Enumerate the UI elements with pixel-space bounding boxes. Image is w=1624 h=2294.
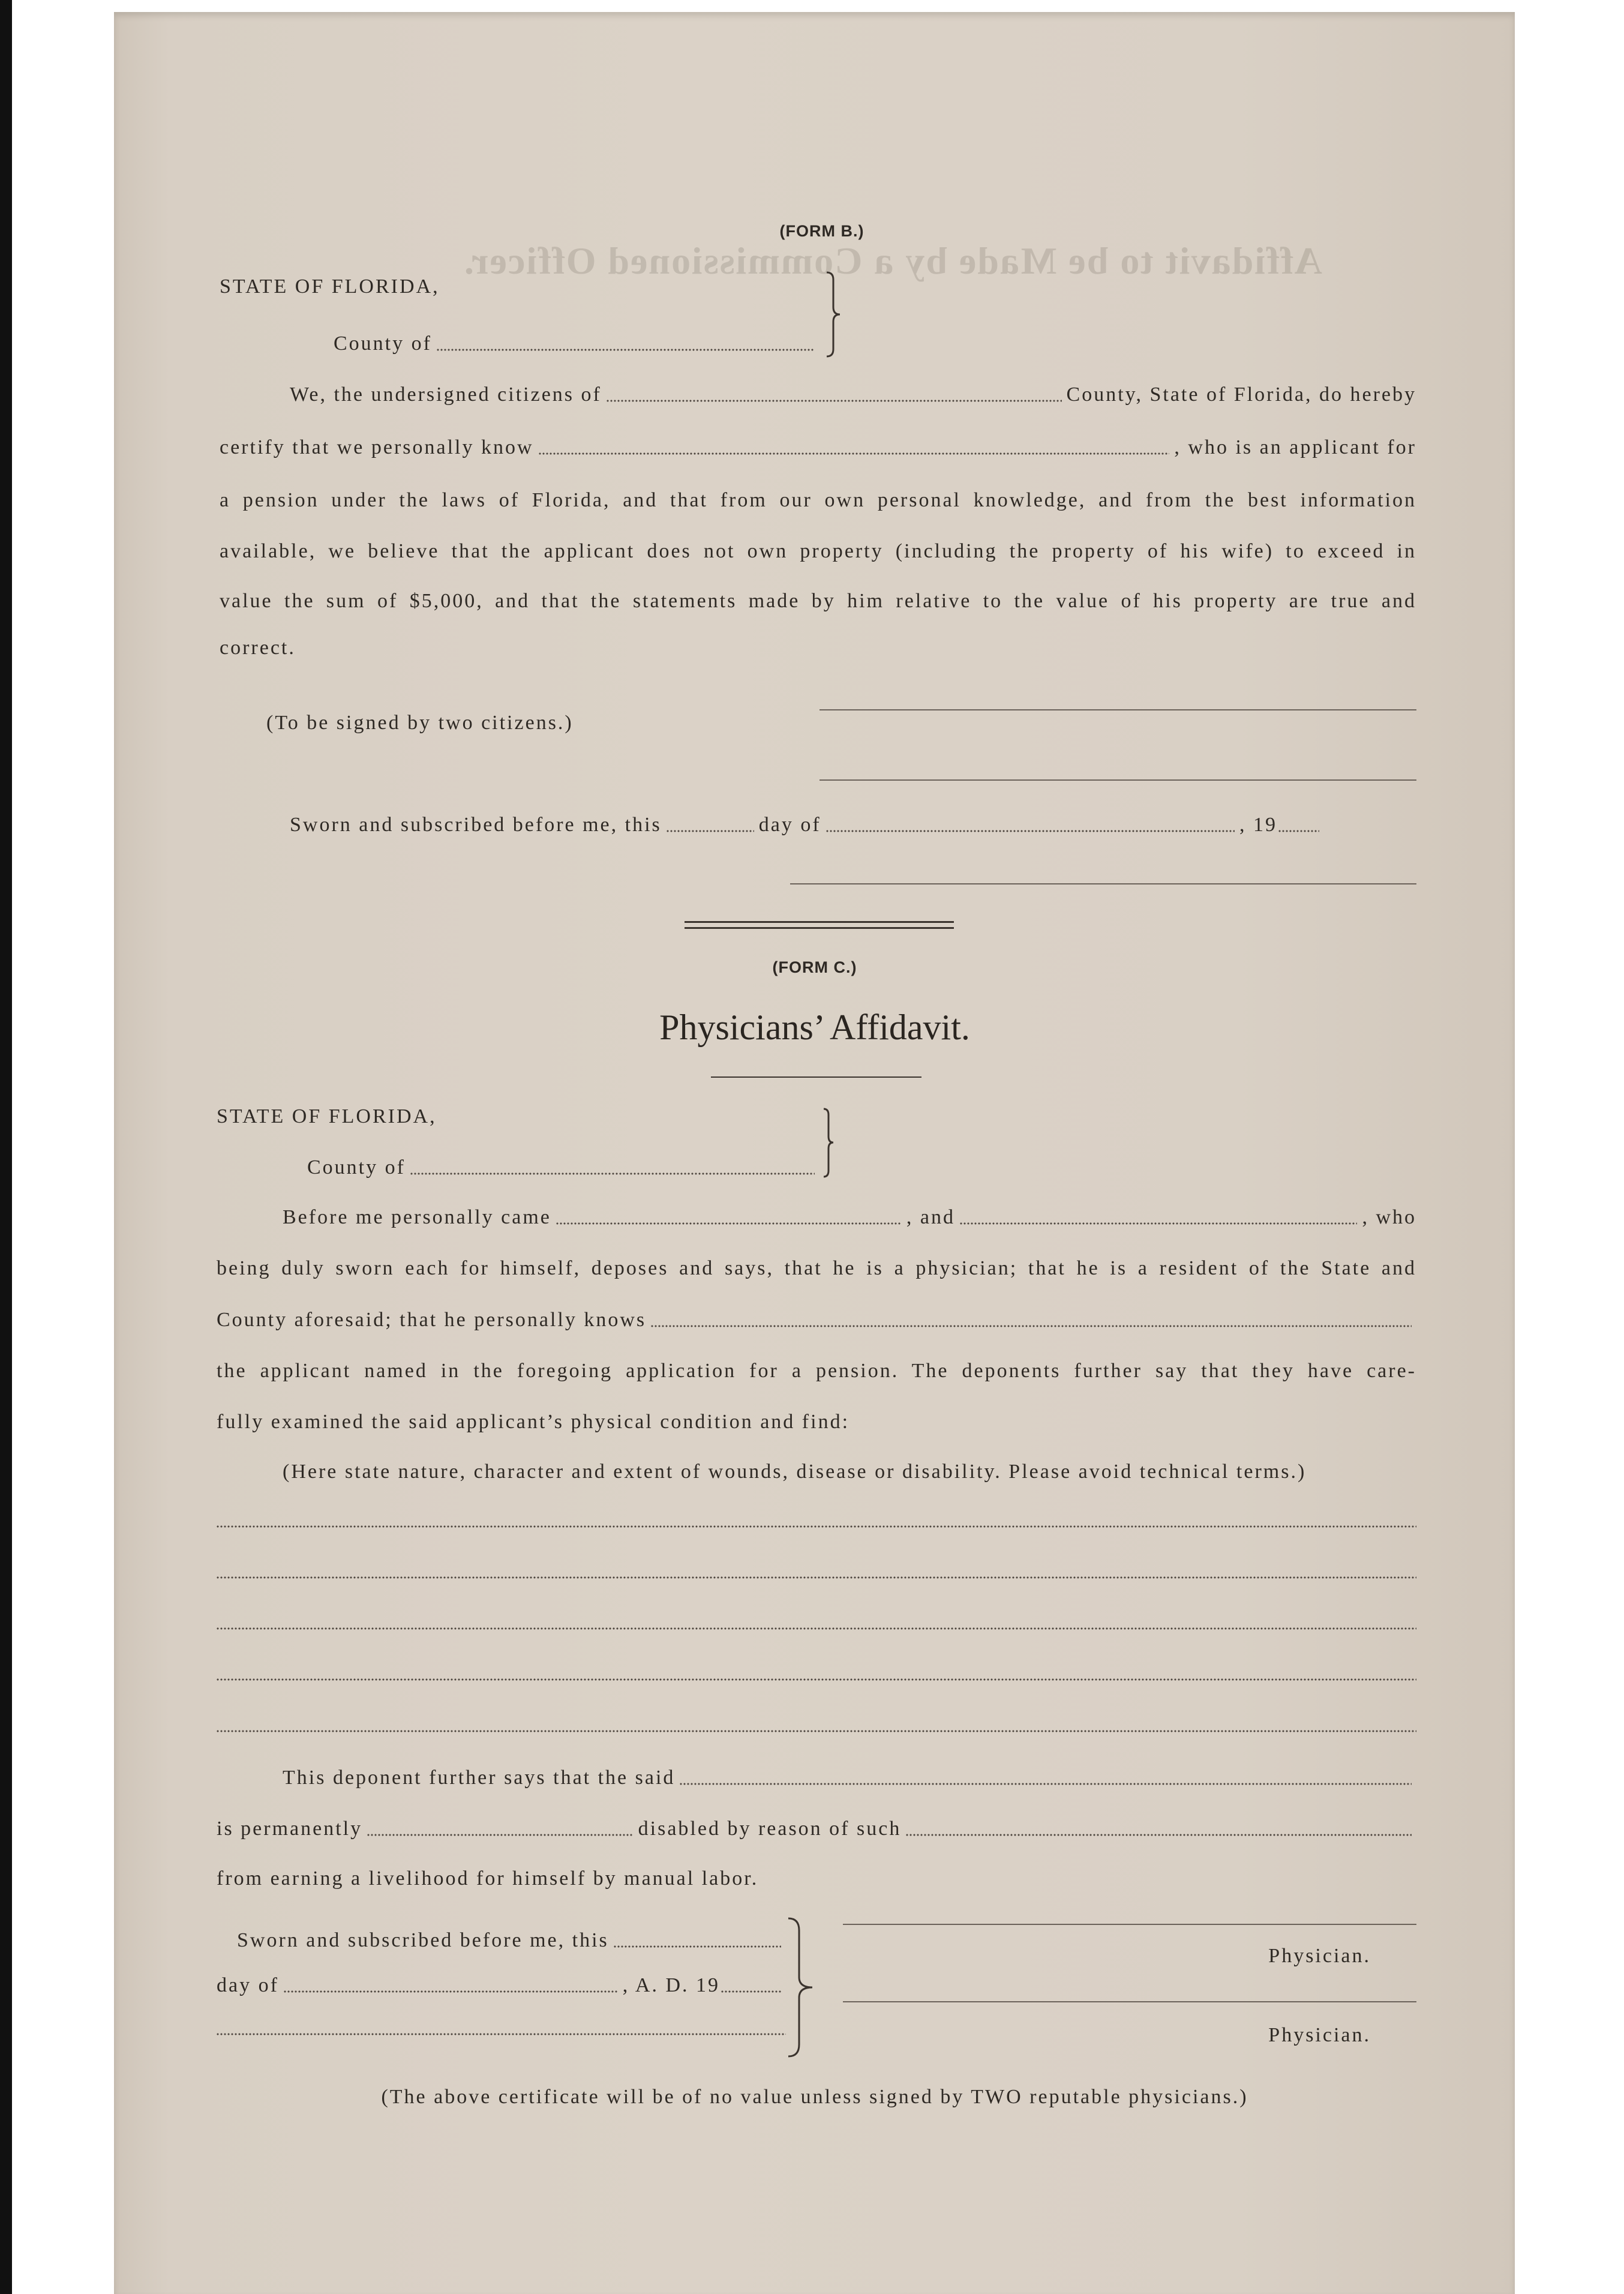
county-label: County of (334, 332, 432, 355)
second-physician-blank (960, 1222, 1357, 1225)
form-b-line-6: correct. (220, 637, 296, 659)
citizen-signature-line (819, 779, 1416, 781)
form-c-line-3 (217, 1307, 1416, 1333)
form-b-line-2 (220, 434, 1416, 461)
form-c-state-heading: STATE OF FLORIDA, (217, 1105, 437, 1127)
applicant-name-blank (539, 452, 1170, 455)
form-c-title: Physicians’ Affidavit. (659, 1007, 970, 1047)
text-segment: , who (1362, 1206, 1416, 1228)
brace-icon (822, 1108, 834, 1178)
citizen-signature-line (819, 709, 1416, 710)
text-segment: , and (906, 1206, 956, 1228)
form-c-label: (FORM C.) (772, 958, 857, 976)
form-c-line-4: the applicant named in the foregoing application for a pension. The deponents further say that they have care- (217, 1360, 1416, 1382)
officer-signature-line (790, 883, 1416, 884)
scanner-edge (0, 0, 12, 2294)
form-c-line-5: fully examined the said applicant’s physical condition and find: (217, 1411, 850, 1433)
form-c-p2-line-2 (217, 1816, 1416, 1842)
form-b-line-4: available, we believe that the applicant does not own property (including the property of his wife) to exceed in (220, 540, 1416, 562)
form-c-jurat-line-1 (237, 1927, 786, 1954)
form-b-jurat (290, 812, 1324, 838)
form-b-line-3: a pension under the laws of Florida, and that from our own personal knowledge, and from the best information (220, 489, 1416, 511)
text-segment: This deponent further says that the said (283, 1767, 676, 1789)
description-blank-line (217, 1576, 1416, 1579)
first-physician-blank (556, 1222, 902, 1225)
text-segment: is permanently (217, 1818, 363, 1840)
form-c-county-line (307, 1155, 819, 1181)
cause-blank (906, 1834, 1412, 1836)
form-b-state-heading: STATE OF FLORIDA, (220, 275, 440, 298)
officer-signature-blank (217, 2033, 786, 2035)
jurat-day-blank (614, 1945, 781, 1948)
double-rule-top (685, 921, 954, 923)
physician-signature-line (843, 2001, 1416, 2002)
applicant-blank (680, 1783, 1412, 1785)
text-segment: , A. D. 19 (622, 1974, 720, 1996)
physician-signature-line (843, 1924, 1416, 1925)
county-blank (410, 1173, 815, 1175)
description-blank-line (217, 1730, 1416, 1732)
text-segment: Sworn and subscribed before me, this (290, 814, 662, 836)
signature-note: (To be signed by two citizens.) (266, 712, 574, 734)
text-segment: County, State of Florida, do hereby (1066, 383, 1416, 406)
jurat-day-blank (667, 830, 754, 832)
text-segment: , 19 (1239, 814, 1277, 836)
physician-label: Physician. (1268, 1945, 1371, 1967)
text-segment: day of (217, 1974, 279, 1996)
description-blank-line (217, 1678, 1416, 1681)
jurat-month-blank (826, 830, 1235, 832)
form-c-instruction: (Here state nature, character and extent of wounds, disease or disability. Please avoid technical terms.) (283, 1461, 1307, 1483)
text-segment: certify that we personally know (220, 436, 534, 458)
form-b-label: (FORM B.) (779, 222, 864, 240)
form-b-line-5: value the sum of $5,000, and that the statements made by him relative to the value of his property are true and (220, 590, 1416, 612)
jurat-year-blank (1278, 830, 1319, 832)
bleed-through-title: Affidavit to be Made by a Commissioned Officer. (463, 239, 1322, 282)
jurat-month-blank (284, 1990, 618, 1993)
text-segment: Sworn and subscribed before me, this (237, 1929, 609, 1951)
brace-icon (825, 271, 841, 358)
text-segment: County aforesaid; that he personally knows (217, 1309, 647, 1331)
text-segment: , who is an applicant for (1174, 436, 1416, 458)
county-label: County of (307, 1156, 406, 1179)
form-c-p2-line-3: from earning a livelihood for himself by manual labor. (217, 1867, 759, 1890)
form-c-line-1 (283, 1204, 1416, 1231)
form-c-line-2: being duly sworn each for himself, deposes and says, that he is a physician; that he is a resident of the State and (217, 1257, 1416, 1279)
degree-blank (367, 1834, 634, 1836)
description-blank-line (217, 1627, 1416, 1630)
physician-label: Physician. (1268, 2024, 1371, 2046)
text-segment: disabled by reason of such (638, 1818, 902, 1840)
brace-icon (787, 1917, 813, 2058)
form-c-p2-line-1 (283, 1765, 1416, 1791)
form-c-jurat-line-2 (217, 1972, 786, 1999)
text-segment: Before me personally came (283, 1206, 551, 1228)
county-blank (437, 349, 815, 351)
known-person-blank (651, 1325, 1412, 1327)
jurat-year-blank (721, 1990, 781, 1993)
form-b-county-line (334, 331, 819, 357)
description-blank-line (217, 1525, 1416, 1528)
double-rule-bottom (685, 927, 954, 929)
form-b-line-1 (290, 382, 1416, 408)
text-segment: We, the undersigned citizens of (290, 383, 602, 406)
text-segment: day of (758, 814, 821, 836)
title-underline (711, 1076, 921, 1078)
form-c-footer-note: (The above certificate will be of no value unless signed by TWO reputable physicians.) (381, 2086, 1248, 2108)
citizens-county-blank (607, 400, 1062, 402)
